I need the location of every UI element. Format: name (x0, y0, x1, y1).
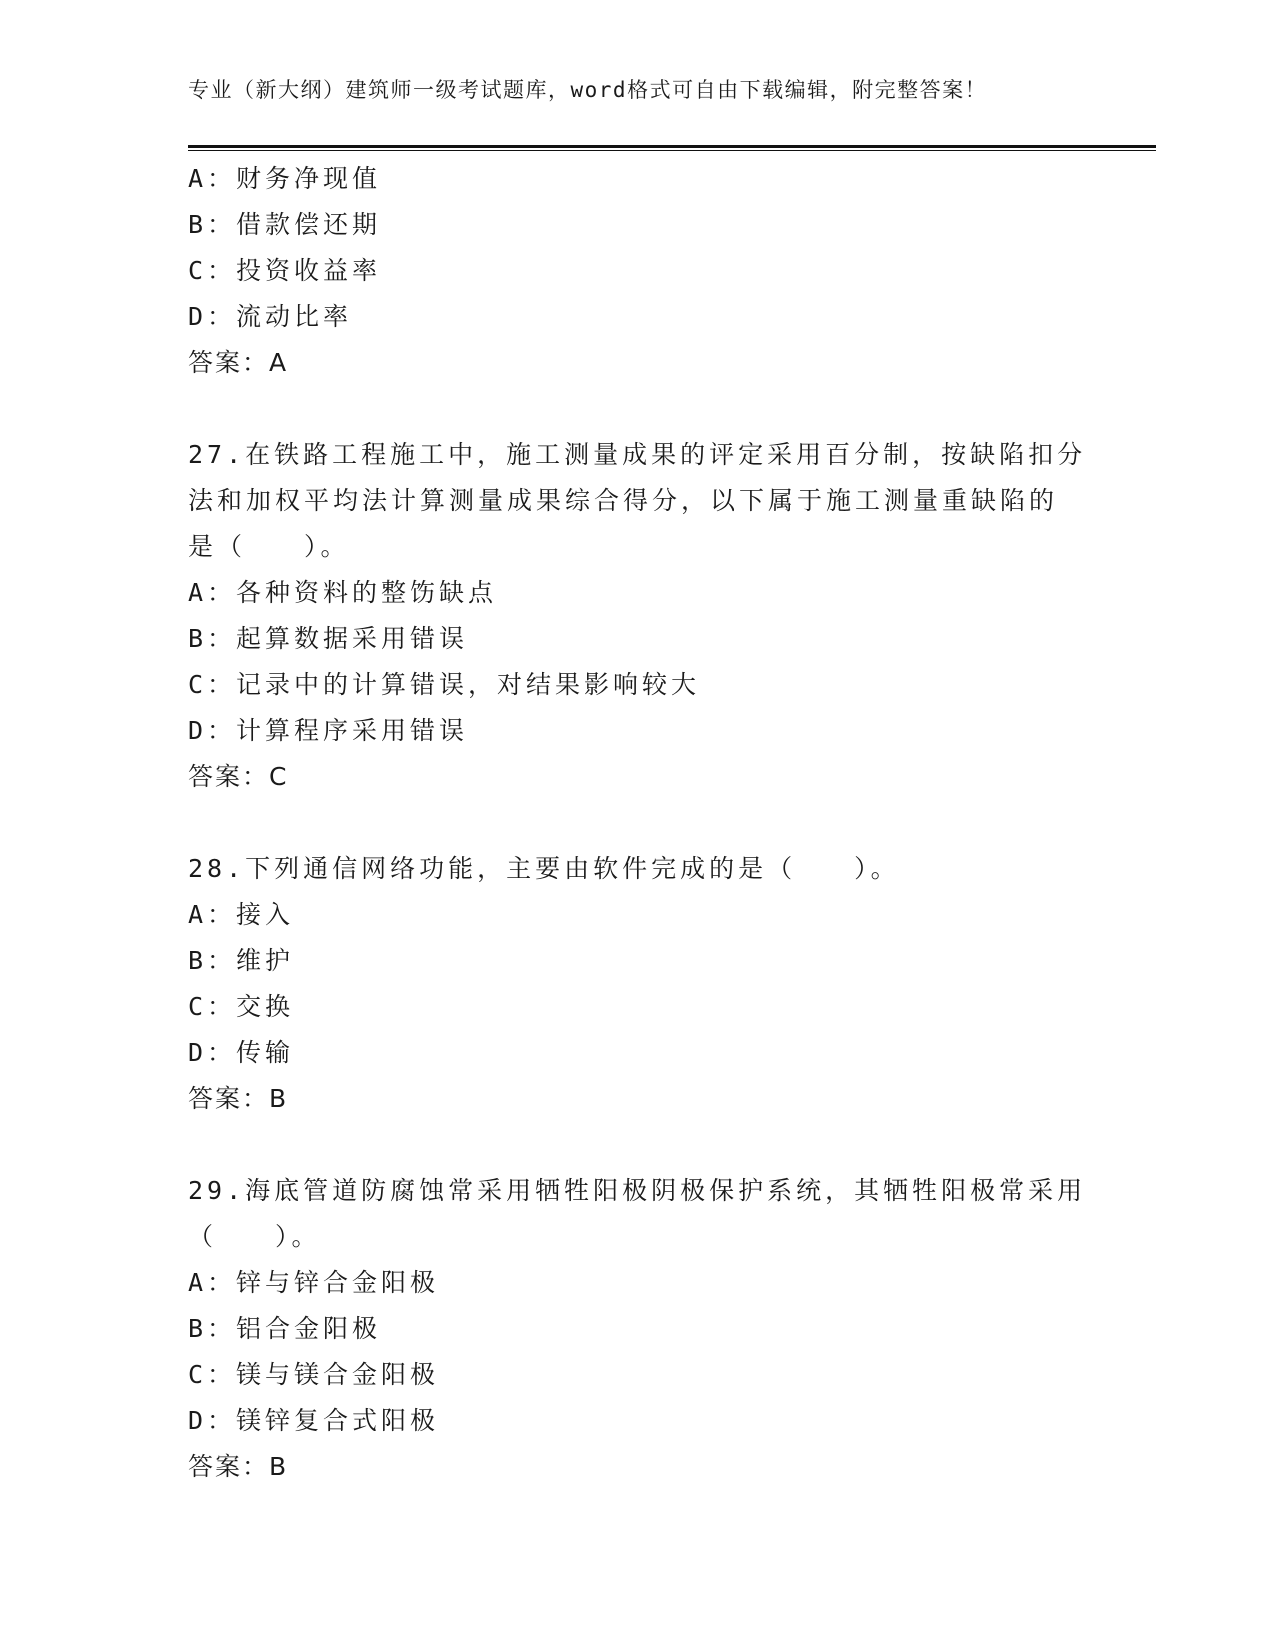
option-b: B：维护 (188, 946, 295, 975)
option-a: A：财务净现值 (188, 164, 382, 193)
option-b: B：铝合金阳极 (188, 1314, 382, 1343)
question-stem-line: （ ）。 (188, 1222, 321, 1251)
header-rule-thin (188, 150, 1156, 151)
question-stem-line: 是（ ）。 (188, 532, 350, 561)
option-a: A：各种资料的整饬缺点 (188, 578, 498, 607)
question-stem-line: 29.海底管道防腐蚀常采用牺牲阳极阴极保护系统，其牺牲阳极常采用 (188, 1176, 1087, 1205)
option-c: C：交换 (188, 992, 295, 1021)
option-d: D：流动比率 (188, 302, 353, 331)
answer-line: 答案：A (188, 348, 289, 377)
spacer (188, 1122, 1088, 1168)
spacer (188, 800, 1088, 846)
question-block-29 (188, 1168, 1088, 1490)
question-stem-line: 28.下列通信网络功能，主要由软件完成的是（ ）。 (188, 854, 900, 883)
answer-line: 答案：B (188, 1084, 289, 1113)
option-b: B：借款偿还期 (188, 210, 382, 239)
option-c: C：记录中的计算错误，对结果影响较大 (188, 670, 701, 699)
answer-line: 答案：B (188, 1452, 289, 1481)
document-body (188, 156, 1088, 1490)
page-header-title: 专业（新大纲）建筑师一级考试题库，word格式可自由下载编辑，附完整答案！ (188, 78, 988, 102)
option-a: A：接入 (188, 900, 295, 929)
question-block-26 (188, 156, 1088, 386)
header-rule (188, 145, 1156, 148)
option-a: A：锌与锌合金阳极 (188, 1268, 440, 1297)
option-d: D：传输 (188, 1038, 295, 1067)
spacer (188, 386, 1088, 432)
answer-line: 答案：C (188, 762, 289, 791)
question-block-27 (188, 432, 1088, 800)
option-b: B：起算数据采用错误 (188, 624, 469, 653)
option-d: D：镁锌复合式阳极 (188, 1406, 440, 1435)
question-stem-line: 法和加权平均法计算测量成果综合得分，以下属于施工测量重缺陷的 (188, 486, 1059, 515)
option-c: C：镁与镁合金阳极 (188, 1360, 440, 1389)
question-stem-line: 27.在铁路工程施工中，施工测量成果的评定采用百分制，按缺陷扣分 (188, 440, 1087, 469)
option-c: C：投资收益率 (188, 256, 382, 285)
option-d: D：计算程序采用错误 (188, 716, 469, 745)
question-block-28 (188, 846, 1088, 1122)
